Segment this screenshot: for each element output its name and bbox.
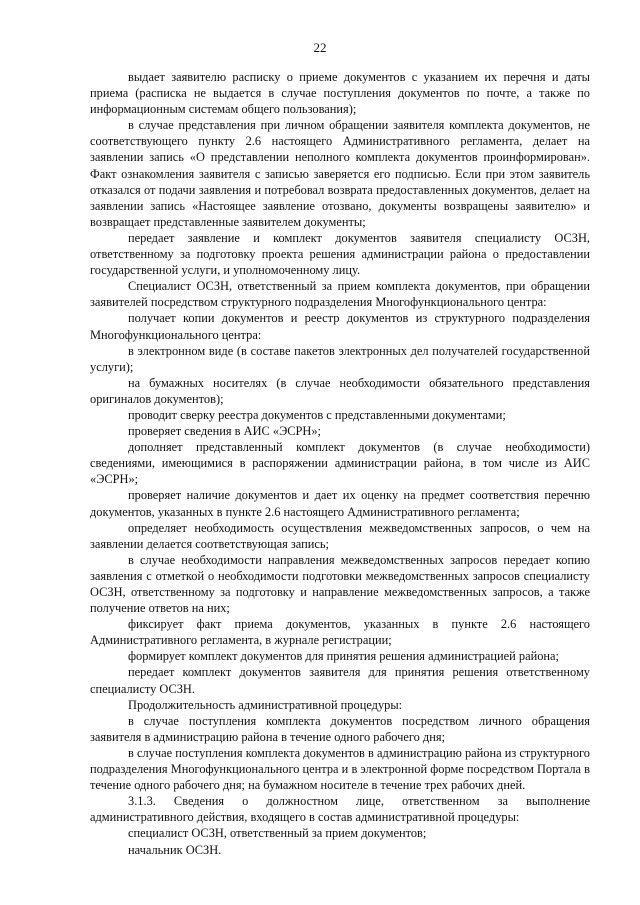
paragraph: специалист ОСЗН, ответственный за прием документов; [128, 826, 427, 841]
paragraph: проверяет наличие документов и дает их оценку на предмет соответствия перечню документов, указанных в пункте 2.6 настоящего Административного регламента; [90, 488, 590, 519]
document-body [90, 69, 590, 858]
paragraph: передает комплект документов заявителя для принятия решения ответственному специалисту ОСЗН. [90, 665, 590, 696]
paragraph: проводит сверку реестра документов с представленными документами; [128, 407, 506, 422]
page-number: 22 [313, 40, 327, 55]
paragraph: в случае поступления комплекта документов в администрацию района из структурного подразделения Многофункционального центра и в электронной форме посредством Портала в течение одного рабочего дня; на бумажном носителе в течение трех рабочих дней. [90, 745, 590, 793]
paragraph: определяет необходимость осуществления межведомственных запросов, о чем на заявлении делается соответствующая запись; [90, 520, 590, 551]
paragraph: фиксирует факт приема документов, указанных в пункте 2.6 настоящего Административного регламента, в журнале регистрации; [90, 617, 590, 648]
paragraph: в случае необходимости направления межведомственных запросов передает копию заявления с отметкой о необходимости подготовки межведомственных запросов специалисту ОСЗН, ответственному за подготовку и направление межведомственных запросов, а также получение ответов на них; [90, 552, 590, 616]
paragraph: дополняет представленный комплект документов (в случае необходимости) сведениями, имеющимися в распоряжении администрации района, в том числе из АИС «ЭСРН»; [90, 440, 590, 487]
paragraph: 3.1.3. Сведения о должностном лице, ответственном за выполнение административного действия, входящего в состав административной процедуры: [90, 794, 590, 825]
paragraph: на бумажных носителях (в случае необходимости обязательного представления оригиналов документов); [90, 375, 590, 406]
paragraph: Продолжительность административной процедуры: [128, 697, 403, 712]
paragraph: передает заявление и комплект документов заявителя специалисту ОСЗН, ответственному за подготовку проекта решения администрации района о предоставлении государственной услуги, и уполномоченному лицу. [90, 230, 590, 278]
paragraph: формирует комплект документов для принятия решения администрацией района; [128, 649, 559, 664]
paragraph: получает копии документов и реестр документов из структурного подразделения Многофункционального центра: [90, 311, 590, 342]
paragraph: выдает заявителю расписку о приеме документов с указанием их перечня и даты приема (расписка не выдается в случае поступления документов по почте, а также по информационным системам общего пользования); [90, 70, 590, 117]
paragraph: Специалист ОСЗН, ответственный за прием комплекта документов, при обращении заявителей посредством структурного подразделения Многофункционального центра: [90, 279, 590, 310]
paragraph: в случае представления при личном обращении заявителя комплекта документов, не соответствующего пункту 2.6 настоящего Административного регламента, делает на заявлении запись «О представлении неполного комплекта документов проинформирован». Факт ознакомления заявителя с записью заверяется его подписью. Если при этом заявитель отказался от подачи заявления и потребовал возврата предоставленных документов, делает на заявлении запись «Настоящее заявление отозвано, документы возвращены заявителю» и возвращает представленные заявителем документы; [90, 118, 590, 229]
paragraph: в случае поступления комплекта документов посредством личного обращения заявителя в администрацию района в течение одного рабочего дня; [90, 713, 590, 744]
paragraph: в электронном виде (в составе пакетов электронных дел получателей государственной услуги); [90, 343, 590, 374]
paragraph: начальник ОСЗН. [128, 842, 222, 857]
paragraph: проверяет сведения в АИС «ЭСРН»; [128, 424, 322, 439]
